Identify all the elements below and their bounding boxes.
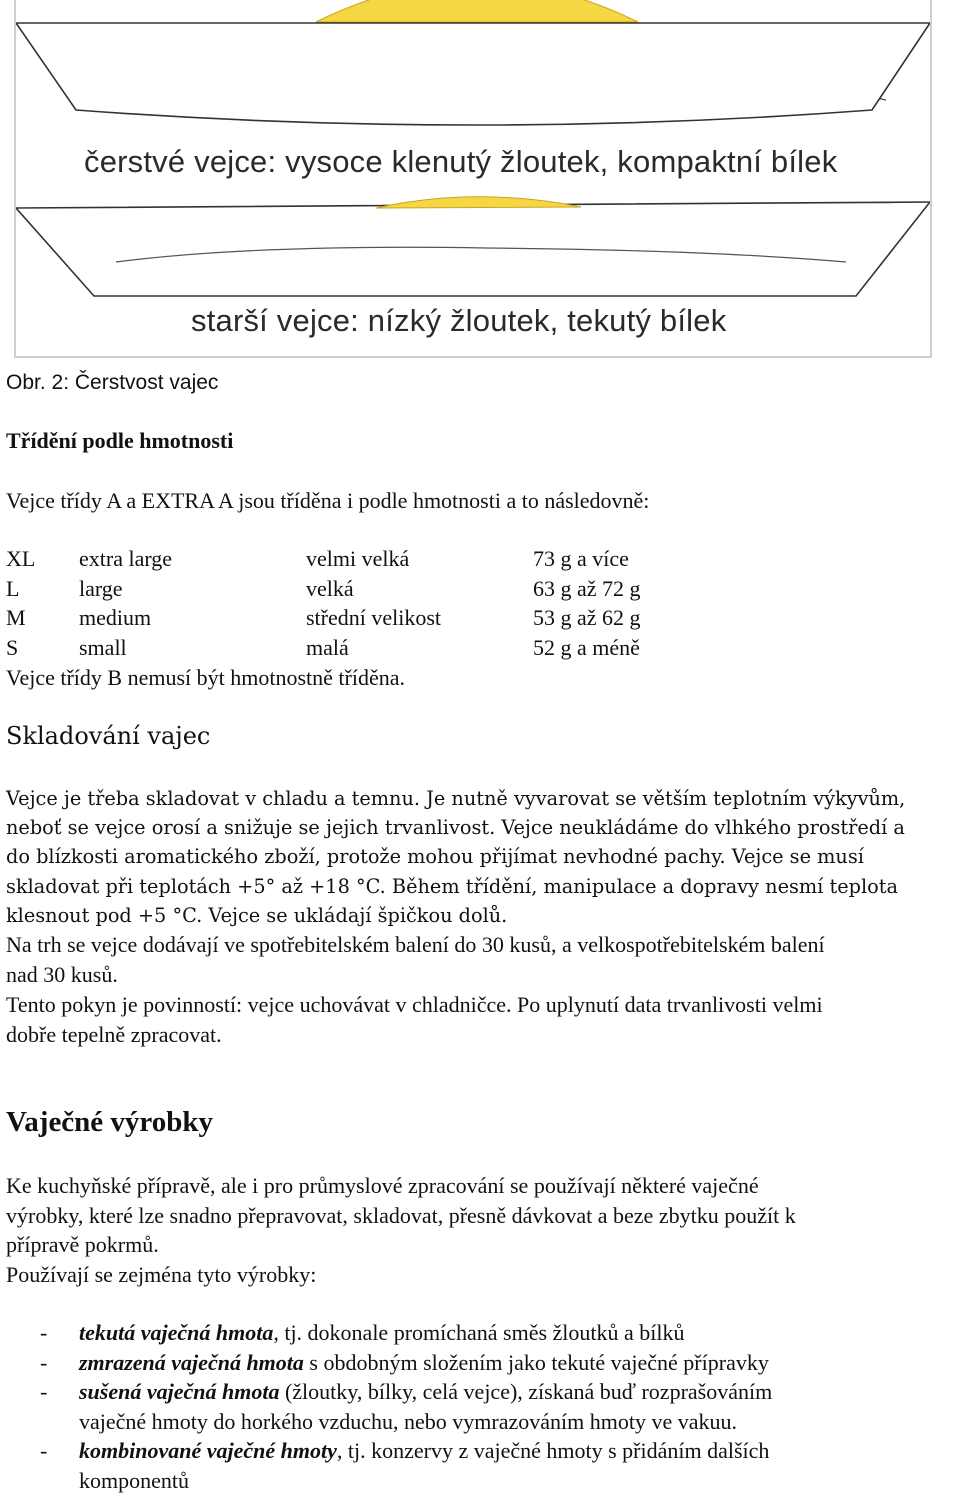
text-line: Používají se zejména tyto výrobky: [6,1261,317,1287]
storage-paragraph [6,784,905,930]
product-description: (žloutky, bílky, celá vejce), získaná buď rozprašováním [279,1379,773,1404]
grade-weight: 53 g až 62 g [533,605,641,630]
list-item [0,1377,772,1436]
grade-code: XL [6,546,36,571]
egg-freshness-figure [14,0,932,358]
text-line: neboť se vejce orosí a snižuje se jejich trvanlivost. Vejce neukládáme do vlhkého prostředí a [6,816,905,840]
old-yolk [376,197,581,208]
product-description: , tj. dokonale promíchaná směs žloutků a bílků [273,1320,685,1345]
grade-weight: 63 g až 72 g [533,575,641,601]
product-term: kombinované vaječné hmoty [79,1438,337,1463]
products-list [0,1318,772,1495]
text-line: dobře tepelně zpracovat. [6,1021,222,1047]
plate-top-fresh [16,23,930,125]
fresh-yolk [316,0,638,22]
grade-weight: 73 g a více [533,546,629,571]
grade-czech: velká [306,575,354,601]
text-line: Ke kuchyňské přípravě, ale i pro průmyslové zpracování se používají některé vaječné [6,1173,759,1198]
list-item [0,1318,772,1348]
products-heading: Vaječné výrobky [6,1106,214,1138]
text-line: do blízkosti aromatického zboží, protože mohou přijímat nevhodné pachy. Vejce se musí [6,845,864,869]
grade-weight: 52 g a méně [533,634,640,660]
old-egg-caption: starší vejce: nízký žloutek, tekutý bílek [191,303,727,338]
grade-czech: střední velikost [306,605,442,630]
product-description-continued: vaječné hmoty do horkého vzduchu, nebo vymrazováním hmoty ve vakuu. [79,1408,737,1434]
product-term: sušená vaječná hmota [79,1379,280,1404]
market-paragraph [6,930,825,989]
list-item [0,1436,772,1495]
sorting-intro: Vejce třídy A a EXTRA A jsou tříděna i podle hmotnosti a to následovně: [6,488,650,513]
rule-paragraph [6,990,823,1049]
list-item [0,1348,772,1378]
text-line: nad 30 kusů. [6,961,118,987]
fresh-egg-caption: čerstvé vejce: vysoce klenutý žloutek, kompaktní bílek [84,144,838,179]
class-b-note: Vejce třídy B nemusí být hmotnostně tříděna. [6,665,405,690]
product-term: tekutá vaječná hmota [79,1320,274,1345]
figure-caption: Obr. 2: Čerstvost vajec [6,371,219,394]
grade-code: S [6,634,19,660]
list-dash: - [40,1379,48,1404]
grade-english: medium [79,605,152,630]
text-line: přípravě pokrmů. [6,1232,159,1257]
list-dash: - [40,1349,48,1375]
text-line: Vejce je třeba skladovat v chladu a temnu. Je nutně vyvarovat se větším teplotním výkyvům, [6,787,906,810]
text-line: klesnout pod +5 °C. Vejce se ukládají špičkou dolů. [6,903,508,927]
grade-code: M [6,605,26,630]
grade-english: small [79,634,127,660]
product-term: zmrazená vaječná hmota [79,1349,304,1375]
plate-top-old [16,202,930,296]
list-dash: - [40,1438,48,1463]
grade-czech: velmi velká [306,546,410,571]
products-intro [6,1171,796,1289]
grade-czech: malá [306,634,349,660]
list-dash: - [40,1320,48,1345]
text-line: skladovat při teplotách +5° až +18 °C. Během třídění, manipulace a dopravy nesmí teplota [6,874,898,898]
text-line: Na trh se vejce dodávají ve spotřebitelském balení do 30 kusů, a velkospotřebitelském balení [6,932,825,957]
text-line: Tento pokyn je povinností: vejce uchovávat v chladničce. Po uplynutí data trvanlivosti velmi [6,992,823,1017]
storage-heading: Skladování vajec [6,722,211,750]
sorting-heading: Třídění podle hmotnosti [6,428,234,453]
grade-english: large [79,575,123,601]
grade-code: L [6,575,20,601]
product-description: s obdobným složením jako tekuté vaječné přípravky [303,1349,769,1375]
product-description: , tj. konzervy z vaječné hmoty s přidáním dalších [336,1438,770,1463]
grade-english: extra large [79,546,173,571]
text-line: výrobky, které lze snadno přepravovat, skladovat, přesně dávkovat a beze zbytku použít k [6,1202,796,1228]
product-description-continued: komponentů [79,1467,189,1493]
